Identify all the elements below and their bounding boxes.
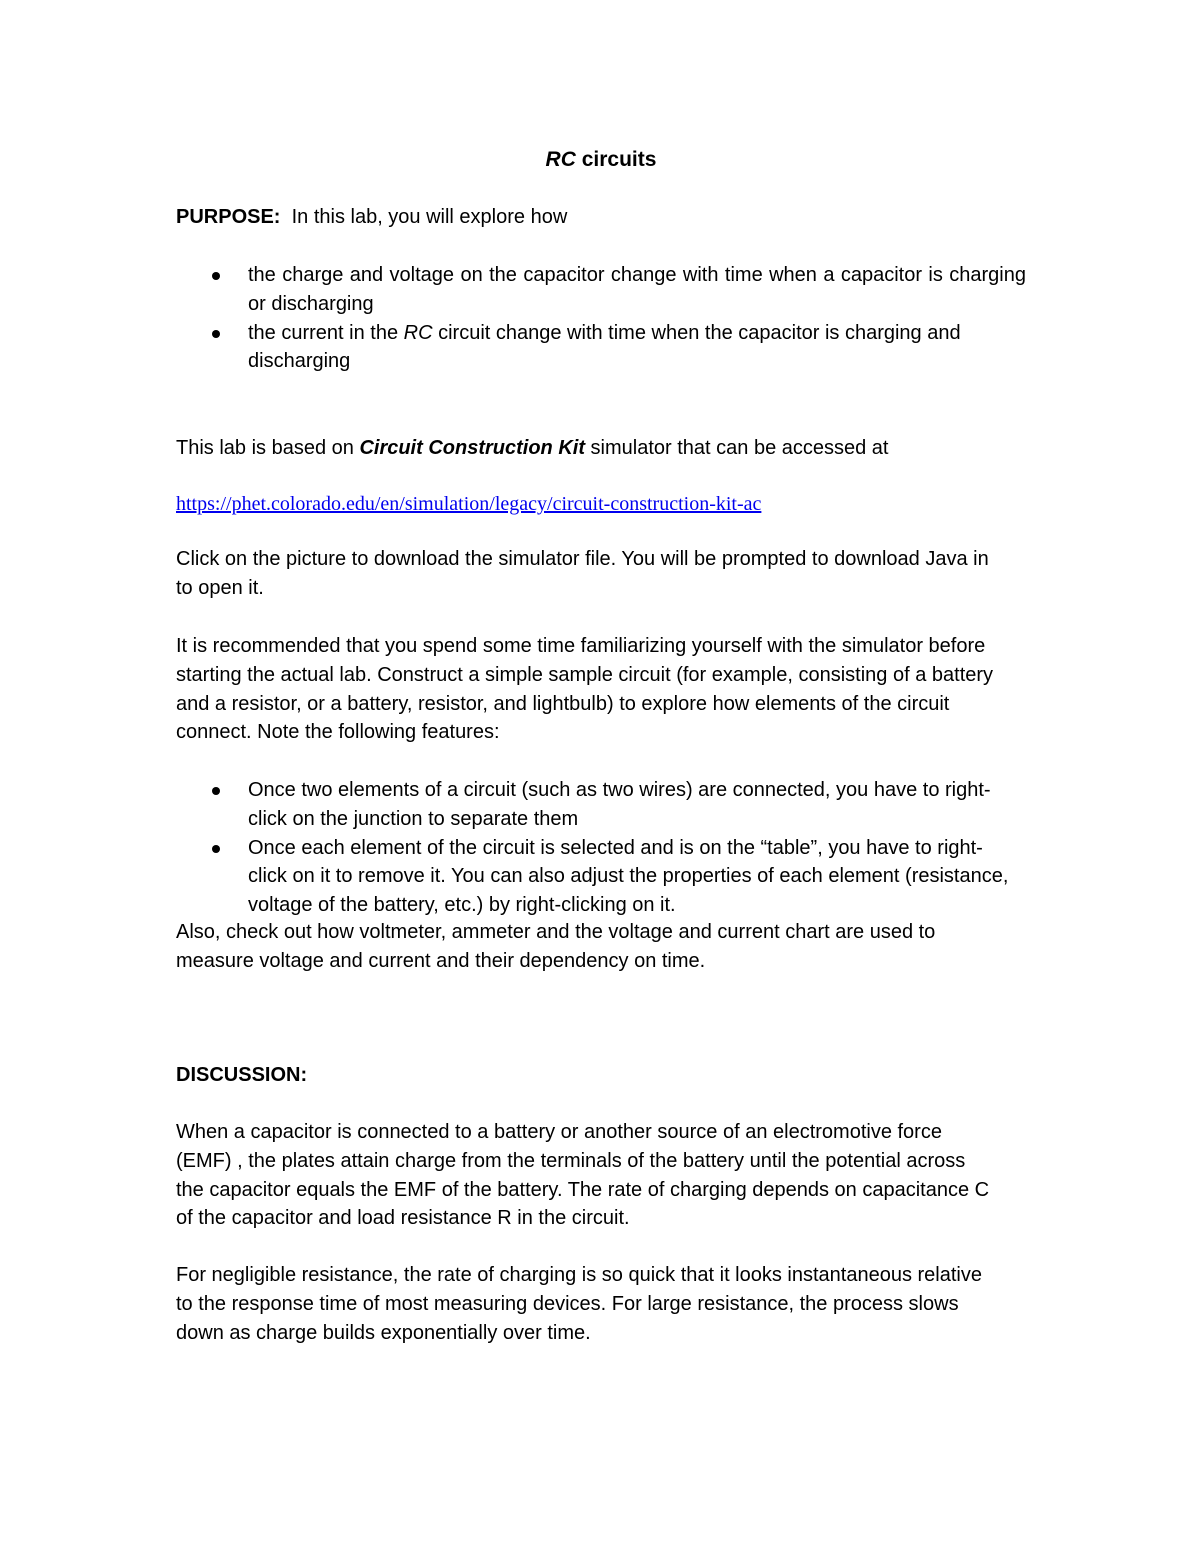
bullet-text: the charge and voltage on the capacitor change with time when a capacitor is charging or discharging <box>248 264 1026 315</box>
purpose-text: In this lab, you will explore how <box>280 206 568 228</box>
discussion-paragraph-1: When a capacitor is connected to a battery or another source of an electromotive force (EMF) , the plates attain charge from the terminals of the battery until the potential across the capacitor equals the EMF of the battery. The rate of charging depends on capacitance C of the capacitor and load resistance R in the circuit. <box>176 1121 990 1230</box>
bullet-text-after: circuit change with time when the capacitor is charging and discharging <box>248 321 961 373</box>
page-title <box>176 146 1026 174</box>
also-paragraph: Also, check out how voltmeter, ammeter and the voltage and current chart are used to measure voltage and current and their dependency on time. <box>176 921 936 972</box>
bullet-icon <box>212 272 220 280</box>
purpose-line <box>176 203 1026 232</box>
feature-bullet-list <box>176 776 1026 920</box>
based-on-before: This lab is based on <box>176 437 360 459</box>
bullet-icon <box>212 845 220 853</box>
purpose-label: PURPOSE: <box>176 206 281 228</box>
list-item <box>176 776 1018 834</box>
list-item <box>176 319 1026 377</box>
based-on-after: simulator that can be accessed at <box>584 437 889 459</box>
bullet-text-italic: RC <box>403 321 433 344</box>
recommend-paragraph: It is recommended that you spend some time familiarizing yourself with the simulator before starting the actual lab. Construct a simple sample circuit (for example, consisting of a battery and a resistor, or a battery, resistor, and lightbulb) to explore how elements of the circuit connect. Note the following features: <box>176 635 994 744</box>
purpose-bullet-list <box>176 261 1026 376</box>
list-item <box>176 834 1018 920</box>
title-italic: RC <box>545 148 576 171</box>
click-paragraph: Click on the picture to download the simulator file. You will be prompted to download Java in to open it. <box>176 548 989 599</box>
bullet-text: Once each element of the circuit is selected and is on the “table”, you have to right-click on it to remove it. You can also adjust the properties of each element (resistance, voltage of the battery, etc.) by right-clicking on it. <box>248 836 1009 917</box>
bullet-icon <box>212 787 220 795</box>
bullet-icon <box>212 330 220 338</box>
bullet-text-before: the current in the <box>248 321 404 344</box>
based-on-line <box>176 434 1026 463</box>
discussion-heading: DISCUSSION: <box>176 1064 308 1086</box>
bullet-text: Once two elements of a circuit (such as two wires) are connected, you have to right-click on the junction to separate them <box>248 779 991 830</box>
discussion-paragraph-2: For negligible resistance, the rate of charging is so quick that it looks instantaneous relative to the response time of most measuring devices. For large resistance, the process slows down as charge builds exponentially over time. <box>176 1264 982 1344</box>
simulator-name: Circuit Construction Kit <box>359 437 585 459</box>
simulator-link[interactable]: https://phet.colorado.edu/en/simulation/legacy/circuit-construction-kit-ac <box>176 493 762 515</box>
title-rest: circuits <box>575 148 657 171</box>
list-item <box>176 261 1026 319</box>
